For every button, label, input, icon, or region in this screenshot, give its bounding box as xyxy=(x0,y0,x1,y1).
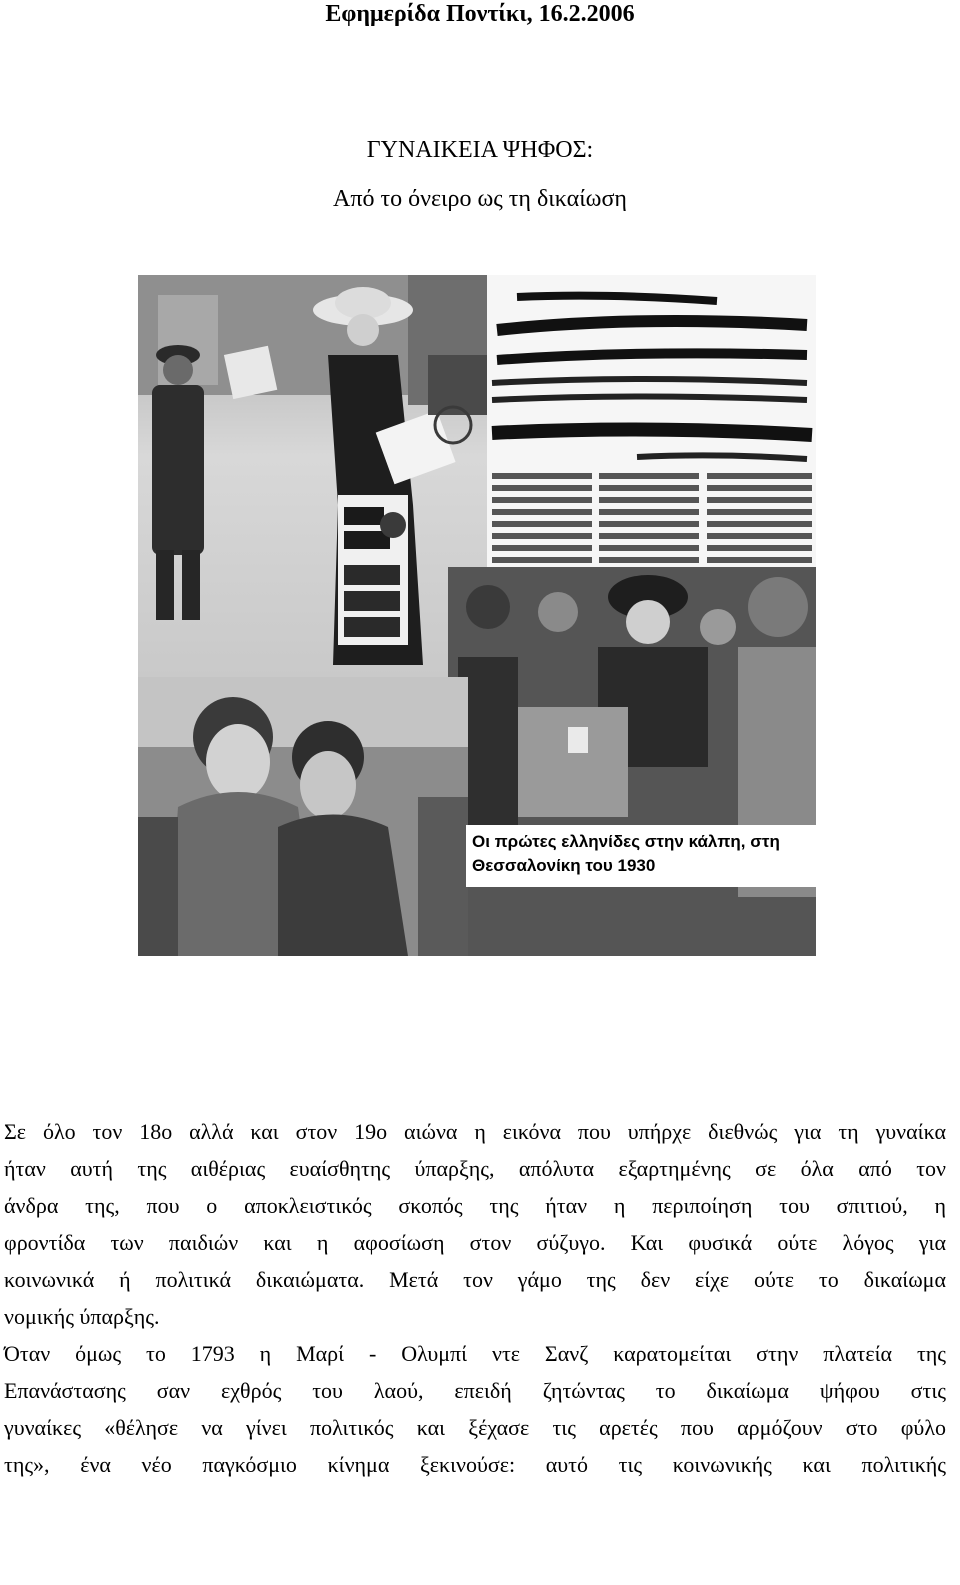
newspaper-clipping xyxy=(487,275,816,567)
paragraph-1 xyxy=(4,1113,946,1335)
text-line: Όταν όμως το 1793 η Μαρί - Ολυμπί ντε Σανζ καρατομείται στην πλατεία της xyxy=(4,1341,946,1366)
text-line: νομικής ύπαρξης. xyxy=(4,1304,160,1329)
suffragette-street-photo xyxy=(138,275,487,677)
caption-line-2: Θεσσαλονίκη του 1930 xyxy=(472,856,656,875)
smiling-women-photo xyxy=(138,677,468,956)
article-title: ΓΥΝΑΙΚΕΙΑ ΨΗΦΟΣ: xyxy=(366,137,594,163)
text-line: ήταν αυτή της αιθέριας ευαίσθητης ύπαρξης, απόλυτα εξαρτημένης σε όλα από τον xyxy=(4,1156,946,1181)
photo-caption xyxy=(466,825,816,887)
photo-collage xyxy=(138,275,816,956)
text-line: Επανάστασης σαν εχθρός του λαού, επειδή ζητώντας το δικαίωμα ψήφου στις xyxy=(4,1378,946,1403)
article-body xyxy=(4,1113,946,1483)
newspaper-source-header: Εφημερίδα Ποντίκι, 16.2.2006 xyxy=(325,1,635,27)
article-subtitle: Από το όνειρο ως τη δικαίωση xyxy=(333,186,627,212)
text-line: Σε όλο τον 18ο αλλά και στον 19ο αιώνα η εικόνα που υπήρχε διεθνώς για τη γυναίκα xyxy=(4,1119,946,1144)
text-line: της», ένα νέο παγκόσμιο κίνημα ξεκινούσε: αυτό τις κοινωνικής και πολιτικής xyxy=(4,1452,946,1477)
text-line: άνδρα της, που ο αποκλειστικός σκοπός της ήταν η περιποίηση του σπιτιού, η xyxy=(4,1193,946,1218)
text-line: φροντίδα των παιδιών και η αφοσίωση στον σύζυγο. Και φυσικά ούτε λόγος για xyxy=(4,1230,946,1255)
text-line: γυναίκες «θέλησε να γίνει πολιτικός και ξέχασε τις αρετές που αρμόζουν στο φύλο xyxy=(4,1415,946,1440)
ballot-box-photo xyxy=(448,567,816,956)
paragraph-2 xyxy=(4,1335,946,1483)
text-line: κοινωνικά ή πολιτικά δικαιώματα. Μετά τον γάμο της δεν είχε ούτε το δικαίωμα xyxy=(4,1267,946,1292)
caption-line-1: Οι πρώτες ελληνίδες στην κάλπη, στη xyxy=(472,832,780,851)
